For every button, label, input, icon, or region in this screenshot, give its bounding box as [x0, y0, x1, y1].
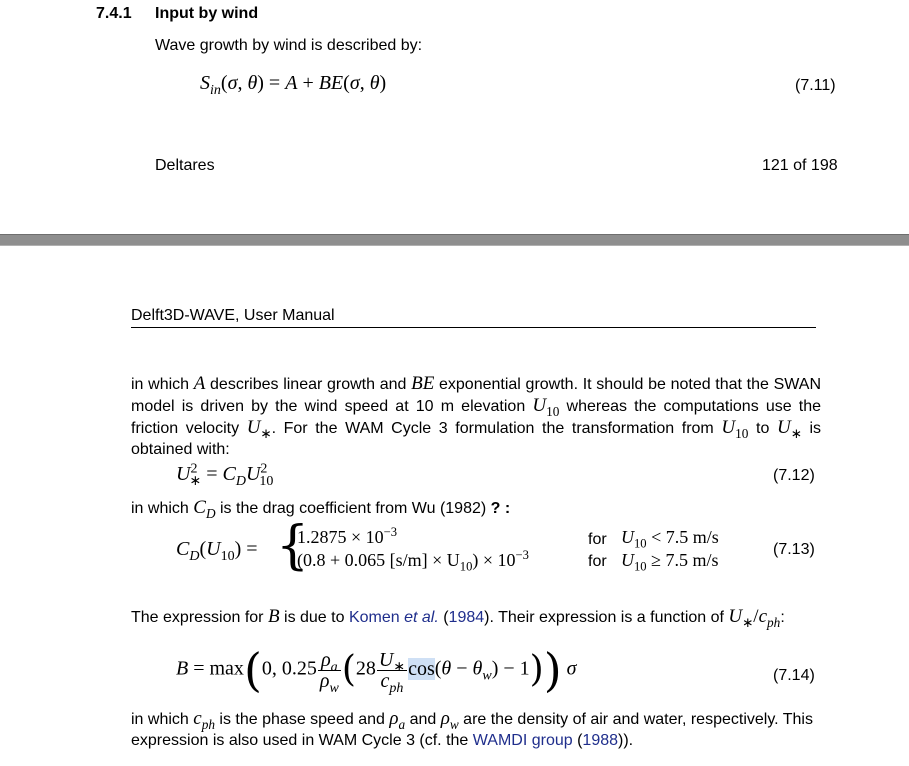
paragraph-drag-coefficient: in which $C_D$ is the drag coefficient from Wu (1982) ? :	[131, 497, 511, 521]
citation-year-1988-link[interactable]: 1988	[582, 732, 619, 749]
section-number: 7.4.1	[96, 5, 132, 22]
citation-year-1984-link[interactable]: 1984	[448, 609, 485, 626]
paragraph-linear-growth: in which A describes linear growth and BE exponential growth. It should be noted that the SWAN model is driven by the wind speed at 10 m elevation $U_{10}$ whereas the computations use the friction velocity $U_∗$. For the WAM Cycle 3 formulation the transformation from $U_{10}$ to $U_∗$ is obtained with:	[131, 373, 822, 458]
footer-left: Deltares	[155, 157, 215, 174]
equation-7-13-case2-value: (0.8 + 0.065 $[s/m] \times U_{10}) \times 10^{-3}$	[297, 548, 529, 574]
left-brace: {	[276, 516, 310, 576]
header-rule	[131, 327, 816, 328]
page-separator	[0, 234, 909, 246]
equation-number-7-12: (7.12)	[773, 467, 815, 484]
equation-7-13-lhs: $C_D(U_{10})$ =	[176, 538, 258, 564]
paragraph-phase-speed: in which $c_{ph}$ is the phase speed and $\rho_a$ and $\rho_w$ are the density of air and water, respectively. This expression is also used in WAM Cycle 3 (cf. the WAMDI group (1988)).	[131, 708, 813, 749]
footer-page-number: 121 of 198	[762, 157, 838, 174]
case1-for: for	[588, 531, 607, 548]
case2-condition: $U_{10} \ge 7.5$ m/s	[621, 550, 719, 574]
intro-text: Wave growth by wind is described by:	[155, 37, 423, 54]
equation-7-11: $S_{in}(\sigma$, θ) = A + BE(σ, θ)	[200, 72, 387, 98]
paragraph-expression-b: The expression for B is due to Komen et al. (1984). Their expression is a function of $U_∗/c_{ph}$:	[131, 606, 785, 630]
case1-condition: $U_{10} < 7.5$ m/s	[621, 527, 719, 551]
equation-7-12: $U^2_∗ = C_DU^2_{10}$	[176, 461, 274, 489]
section-title: Input by wind	[155, 5, 259, 22]
case2-for: for	[588, 553, 607, 570]
citation-wamdi-link[interactable]: WAMDI group	[472, 732, 573, 749]
equation-number-7-11: (7.11)	[795, 77, 836, 94]
page-header: Delft3D-WAVE, User Manual	[131, 307, 335, 324]
equation-number-7-14: (7.14)	[773, 667, 815, 684]
equation-7-14: B = max(0, 0.25 $\frac{\rho_a}{\rho_w}$ (28 $\frac{U_∗}{c_{ph}}$ $\cos(\theta - \theta_w) - 1$)) σ	[176, 643, 577, 697]
equation-number-7-13: (7.13)	[773, 541, 815, 558]
equation-7-13-case1-value: $1.2875 \times 10^{-3}$	[297, 525, 398, 547]
citation-komen-link[interactable]: Komen et al.	[348, 609, 439, 626]
